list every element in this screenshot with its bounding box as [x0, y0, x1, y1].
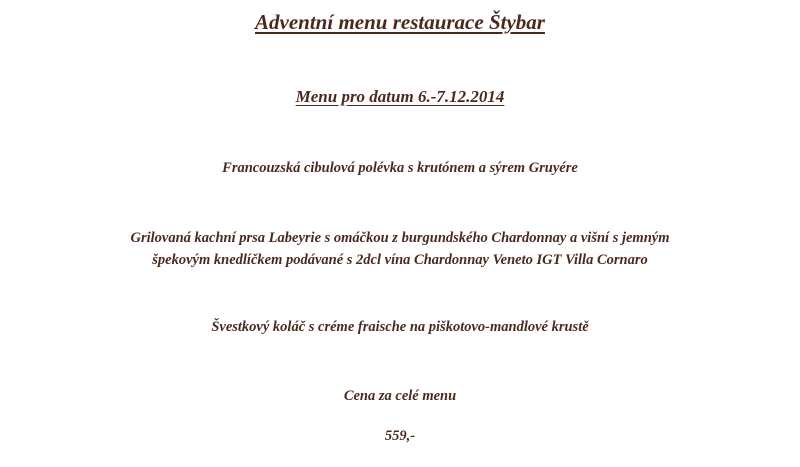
course-main: [0, 227, 800, 271]
course-dessert-line: Švestkový koláč s créme fraische na piškotovo-mandlové krustě: [211, 319, 589, 335]
course-soup: [0, 157, 800, 179]
course-dessert: [0, 316, 800, 338]
date-heading: Menu pro datum 6.-7.12.2014: [295, 87, 505, 106]
course-main-line-2: špekovým knedlíčkem podávané s 2dcl vína Chardonnay Veneto IGT Villa Cornaro: [152, 252, 648, 268]
course-main-line-1: Grilovaná kachní prsa Labeyrie s omáčkou z burgundského Chardonnay a višní s jemným: [130, 230, 670, 246]
menu-title: Adventní menu restaurace Štybar: [255, 10, 545, 34]
course-soup-line: Francouzská cibulová polévka s krutónem a sýrem Gruyére: [222, 160, 578, 176]
price-value: 559,-: [384, 428, 416, 444]
price-label: Cena za celé menu: [343, 388, 457, 404]
